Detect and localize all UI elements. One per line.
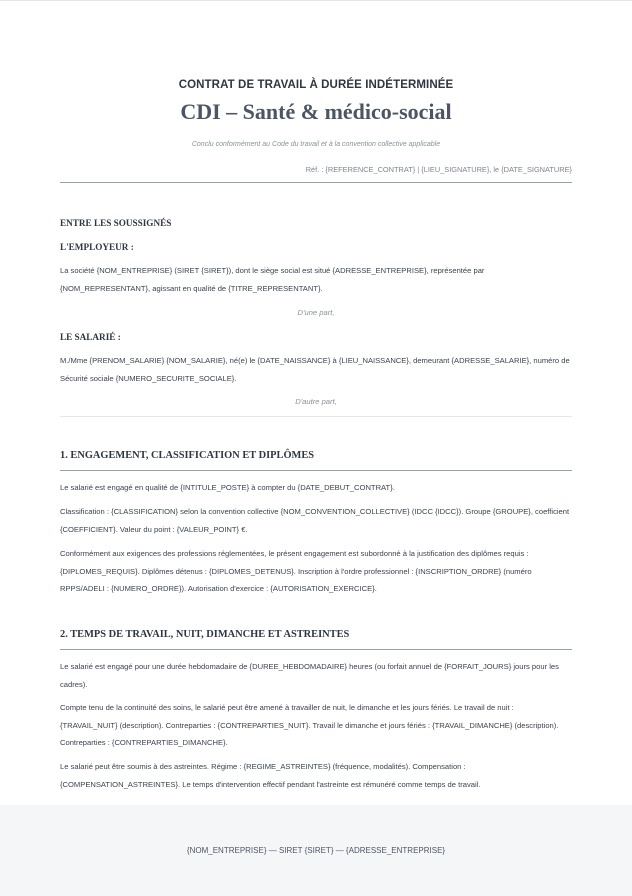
employee-heading: LE SALARIÉ : (60, 332, 121, 342)
employer-part-label: D'une part, (297, 308, 335, 317)
top-border (0, 0, 632, 1)
footer-text: {NOM_ENTREPRISE} — SIRET {SIRET} — {ADRESSE_ENTREPRISE} (186, 846, 446, 855)
section-1-divider (60, 470, 572, 471)
employee-part-label: D'autre part, (295, 397, 337, 406)
page-footer (0, 805, 632, 896)
parties-heading: ENTRE LES SOUSSIGNÉS (60, 218, 172, 228)
section-2-divider (60, 649, 572, 650)
section-2-paragraph-2: Compte tenu de la continuité des soins, le salarié peut être amené à travailler de nuit, le dimanche et les jours fériés. Le travail de nuit : {TRAVAIL_NUIT} (description). Contreparties : {CONTREPARTIES_NUIT}. Travail le dimanche et jours fériés : {TRAVAIL_DIMANCHE} (description). Contreparties : {CONTREPARTIES_DIMANCHE}. (60, 703, 559, 747)
employer-paragraph: La société {NOM_ENTREPRISE} (SIRET {SIRET}), dont le siège social est situé {ADRESSE_ENTREPRISE}, représentée par {NOM_REPRESENTANT}, agissant en qualité de {TITRE_REPRESENTANT}. (60, 266, 485, 293)
parties-divider (60, 416, 572, 417)
section-2-heading: 2. TEMPS DE TRAVAIL, NUIT, DIMANCHE ET ASTREINTES (60, 629, 350, 640)
employee-paragraph: M./Mme {PRENOM_SALARIE} {NOM_SALARIE}, né(e) le {DATE_NAISSANCE} à {LIEU_NAISSANCE}, demeurant {ADRESSE_SALARIE}, numéro de Sécurité sociale {NUMERO_SECURITE_SOCIALE}. (60, 356, 570, 383)
document-subtitle: Conclu conformément au Code du travail et à la convention collective applicable (191, 141, 441, 148)
section-2-paragraph-1: Le salarié est engagé pour une durée hebdomadaire de {DUREE_HEBDOMADAIRE} heures (ou forfait annuel de {FORFAIT_JOURS} jours pour les cadres). (60, 662, 559, 689)
section-1-heading: 1. ENGAGEMENT, CLASSIFICATION ET DIPLÔMES (60, 450, 315, 461)
section-1-paragraph-1: Le salarié est engagé en qualité de {INTITULE_POSTE} à compter du {DATE_DEBUT_CONTRAT}. (60, 483, 395, 492)
employer-heading: L'EMPLOYEUR : (60, 242, 134, 252)
document-type: CONTRAT DE TRAVAIL À DURÉE INDÉTERMINÉE (178, 79, 454, 91)
header-divider (60, 182, 572, 183)
document-title: CDI – Santé & médico-social (180, 99, 452, 124)
section-1-paragraph-2: Classification : {CLASSIFICATION} selon la convention collective {NOM_CONVENTION_COLLECTIVE} (IDCC {IDCC}). Groupe {GROUPE}, coefficient {COEFFICIENT}. Valeur du point : {VALEUR_POINT} €. (60, 507, 570, 534)
document-reference: Réf. : {REFERENCE_CONTRAT} | {LIEU_SIGNATURE}, le {DATE_SIGNATURE} (305, 165, 572, 174)
section-1-paragraph-3: Conformément aux exigences des professions réglementées, le présent engagement est subordonné à la justification des diplômes requis : {DIPLOMES_REQUIS}. Diplômes détenus : {DIPLOMES_DETENUS}. Inscription à l'ordre professionnel : {INSCRIPTION_ORDRE} (numéro RPPS/ADELI : {NUMERO_ORDRE}). Autorisation d'exercice : {AUTORISATION_EXERCICE}. (60, 549, 532, 593)
section-2-paragraph-3: Le salarié peut être soumis à des astreintes. Régime : {REGIME_ASTREINTES} (fréquence, modalités). Compensation : {COMPENSATION_ASTREINTES}. Le temps d'intervention effectif pendant l'astreinte est rémunéré comme temps de travail. (60, 762, 481, 789)
